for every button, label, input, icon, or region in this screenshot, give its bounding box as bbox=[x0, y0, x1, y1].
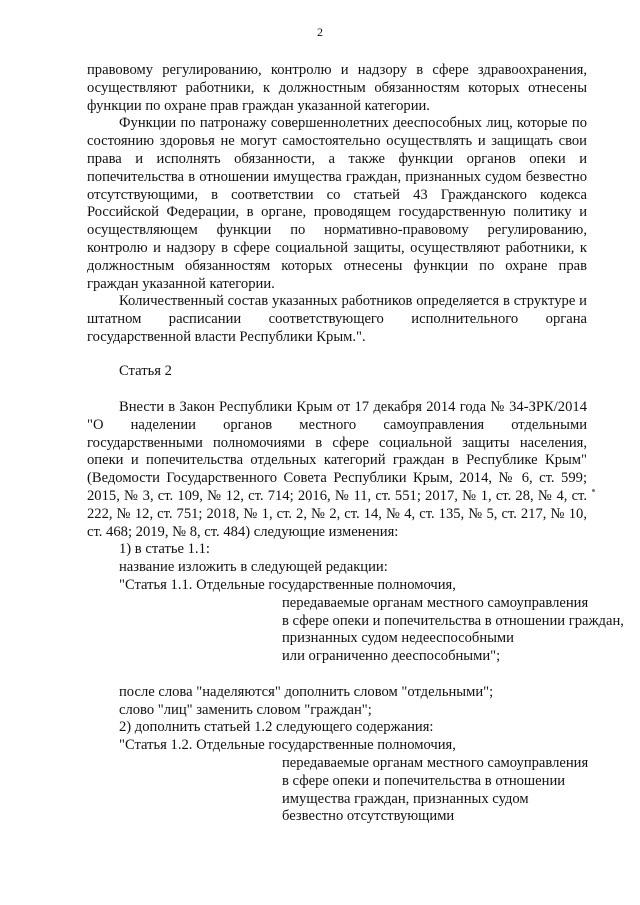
title-1-2-line: "Статья 1.2. Отдельные государственные полномочия, bbox=[119, 737, 456, 754]
title-1-1-line: признанных судом недееспособными bbox=[282, 630, 514, 647]
paragraph-1: правовому регулированию, контролю и надзору в сфере здравоохранения, осуществляют работники, к должностным обязанностям которых отнесены функции по охране прав граждан указанной категории. bbox=[87, 62, 587, 114]
title-1-2-line: имущества граждан, признанных судом bbox=[282, 790, 529, 807]
article-2-intro: Внести в Закон Республики Крым от 17 декабря 2014 года № 34-ЗРК/2014 "О наделении органов местного самоуправления отдельными государственными полномочиями в сфере социальной защиты населения, опеки и попечительства отдельных категорий граждан в Республике Крым" (Ведомости Государственного Совета Республики Крым, 2014, № 6, ст. 599; 2015, № 3, ст. 109, № 12, ст. 714; 2016, № 11, ст. 551; 2017, № 1, ст. 28, № 4, ст. 222, № 12, ст. 751; 2018, № 1, ст. 2, № 2, ст. 14, № 4, ст. 135, № 5, ст. 217, № 10, ст. 468; 2019, № 8, ст. 484) следующие изменения: bbox=[87, 399, 587, 540]
item-2: 2) дополнить статьей 1.2 следующего содержания: bbox=[119, 719, 434, 736]
article-2-heading: Статья 2 bbox=[119, 363, 172, 379]
title-1-2-line: в сфере опеки и попечительства в отношении bbox=[282, 772, 566, 789]
title-1-1-line: в сфере опеки и попечительства в отношении граждан, bbox=[282, 612, 624, 629]
title-1-1-line: "Статья 1.1. Отдельные государственные полномочия, bbox=[119, 576, 456, 593]
title-1-2-line: передаваемые органам местного самоуправления bbox=[282, 754, 589, 771]
item-1-a: название изложить в следующей редакции: bbox=[119, 559, 388, 576]
article-2-text bbox=[87, 399, 624, 826]
title-1-1-line: или ограниченно дееспособными"; bbox=[282, 648, 501, 665]
item-1-c: слово "лиц" заменить словом "граждан"; bbox=[119, 701, 372, 718]
item-1-b: после слова "наделяются" дополнить словом "отдельными"; bbox=[119, 683, 494, 700]
spacer bbox=[87, 666, 587, 684]
page-number: 2 bbox=[317, 25, 323, 39]
item-1: 1) в статье 1.1: bbox=[119, 541, 210, 558]
title-1-1-line: передаваемые органам местного самоуправления bbox=[282, 594, 589, 611]
scan-speck bbox=[592, 489, 595, 492]
title-1-2-line: безвестно отсутствующими bbox=[282, 808, 455, 825]
paragraph-2: Функции по патронажу совершеннолетних дееспособных лиц, которые по состоянию здоровья не могут самостоятельно осуществлять и защищать свои права и исполнять обязанности, а также функции органов опеки и попечительства в отношении имущества граждан, признанных судом безвестно отсутствующими, в соответствии со статьей 43 Гражданского кодекса Российской Федерации, в органе, проводящем государственную политику и осуществляющем функции по нормативно-правовому регулированию, контролю и надзору в сфере социальной защиты, осуществляют работники, к должностным обязанностям которых отнесены функции по охране прав граждан указанной категории. bbox=[87, 115, 587, 292]
paragraph-3: Количественный состав указанных работников определяется в структуре и штатном расписании соответствующего исполнительного органа государственной власти Республики Крым.". bbox=[87, 293, 587, 345]
section-1-text bbox=[87, 62, 587, 347]
